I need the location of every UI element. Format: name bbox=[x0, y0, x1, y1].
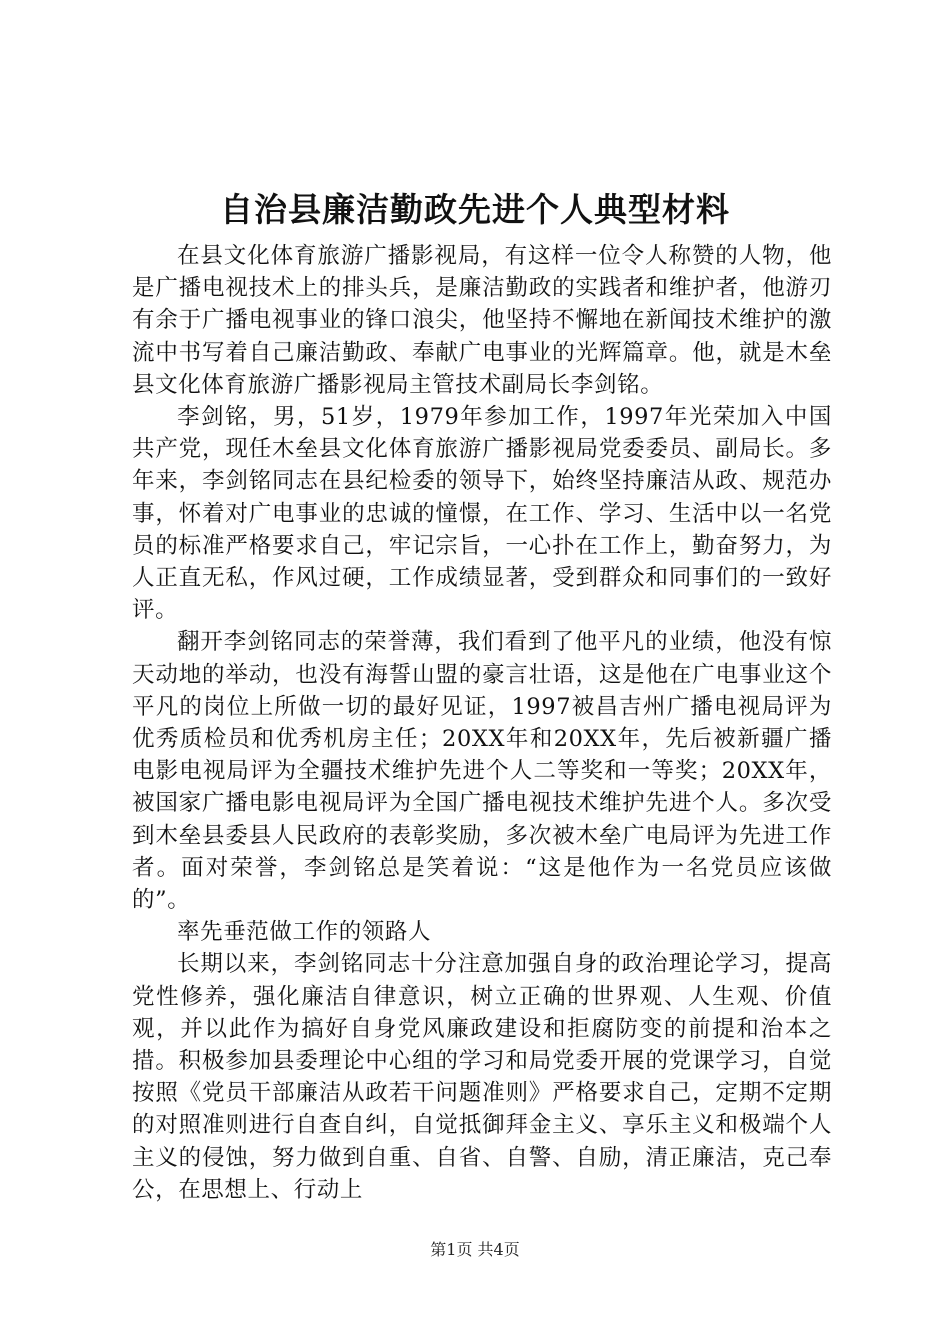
document-title: 自治县廉洁勤政先进个人典型材料 bbox=[220, 190, 730, 229]
section-heading: 率先垂范做工作的领路人 bbox=[177, 919, 432, 946]
paragraph-study: 长期以来，李剑铭同志十分注意加强自身的政治理论学习，提高党性修养，强化廉洁自律意识，树立正确的世界观、人生观、价值观，并以此作为搞好自身党风廉政建设和拒腐防变的前提和治本之措。积极参加县委理论中心组的学习和局党委开展的党课学习，自觉按照《党员干部廉洁从政若干问题准则》严格要求自己，定期不定期的对照准则进行自查自纠，自觉抵御拜金主义、享乐主义和极端个人主义的侵蚀，努力做到自重、自省、自警、自励，清正廉洁，克己奉公，在思想上、行动上 bbox=[132, 951, 832, 1203]
paragraph-intro: 在县文化体育旅游广播影视局，有这样一位令人称赞的人物，他是广播电视技术上的排头兵，是廉洁勤政的实践者和维护者，他游刃有余于广播电视事业的锋口浪尖，他坚持不懈地在新闻技术维护的激流中书写着自己廉洁勤政、奉献广电事业的光辉篇章。他，就是木垒县文化体育旅游广播影视局主管技术副局长李剑铭。 bbox=[132, 243, 832, 398]
paragraph-honors: 翻开李剑铭同志的荣誉薄，我们看到了他平凡的业绩，他没有惊天动地的举动，也没有海誓山盟的豪言壮语，这是他在广电事业这个平凡的岗位上所做一切的最好见证，1997被昌吉州广播电视局评为优秀质检员和优秀机房主任；20XX年和20XX年，先后被新疆广播电影电视局评为全疆技术维护先进个人二等奖和一等奖；20XX年，被国家广播电影电视局评为全国广播电视技术维护先进个人。多次受到木垒县委县人民政府的表彰奖励，多次被木垒广电局评为先进工作者。面对荣誉，李剑铭总是笑着说：“这是他作为一名党员应该做的”。 bbox=[132, 629, 832, 914]
paragraph-profile: 李剑铭，男，51岁，1979年参加工作，1997年光荣加入中国共产党，现任木垒县文化体育旅游广播影视局党委委员、副局长。多年来，李剑铭同志在县纪检委的领导下，始终坚持廉洁从政、规范办事，怀着对广电事业的忠诚的憧憬，在工作、学习、生活中以一名党员的标准严格要求自己，牢记宗旨，一心扑在工作上，勤奋努力，为人正直无私，作风过硬，工作成绩显著，受到群众和同事们的一致好评。 bbox=[132, 404, 832, 624]
document-body bbox=[132, 240, 832, 1206]
page-number-footer: 第1页 共4页 bbox=[430, 1240, 520, 1259]
